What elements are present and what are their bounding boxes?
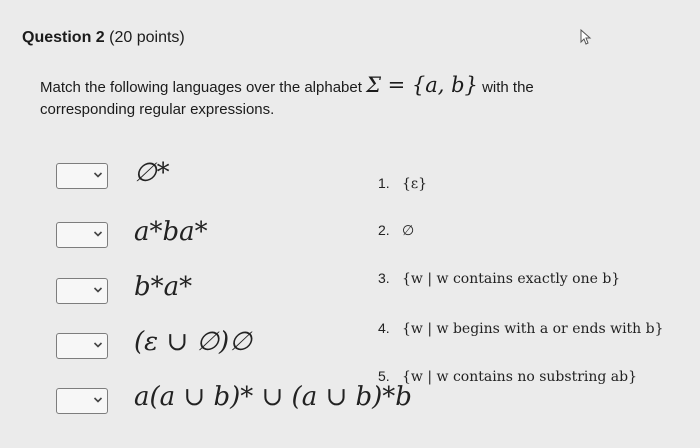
match-select-3[interactable] [56, 278, 108, 304]
option-number: 5. [378, 368, 390, 384]
match-select-5[interactable] [56, 388, 108, 414]
regex-item-2: a*ba* [134, 217, 208, 247]
mouse-cursor-icon [579, 29, 593, 45]
option-number: 4. [378, 320, 390, 336]
language-option-5 [378, 368, 637, 385]
option-text: {w | w begins with a or ends with b} [402, 321, 664, 337]
instructions [40, 74, 640, 121]
language-option-4 [378, 320, 664, 337]
chevron-down-icon [93, 340, 103, 350]
match-select-1[interactable] [56, 163, 108, 189]
option-number: 2. [378, 222, 390, 238]
regex-item-1: ∅* [134, 158, 170, 188]
language-option-1 [378, 175, 427, 192]
chevron-down-icon [93, 285, 103, 295]
regex-item-4: (ε ∪ ∅)∅ [134, 327, 252, 357]
chevron-down-icon [93, 170, 103, 180]
option-text: ∅ [402, 223, 415, 239]
option-text: {w | w contains no substring ab} [402, 369, 638, 385]
match-select-2[interactable] [56, 222, 108, 248]
instructions-text: Match the following languages over the alphabet [40, 79, 362, 96]
alphabet-math: Σ = {a, b} [366, 73, 478, 97]
chevron-down-icon [93, 395, 103, 405]
option-text: {ε} [402, 176, 428, 192]
regex-item-3: b*a* [134, 272, 193, 302]
language-option-3 [378, 270, 620, 287]
regex-item-5: a(a ∪ b)* ∪ (a ∪ b)*b [134, 382, 412, 412]
option-number: 1. [378, 175, 390, 191]
question-number: Question 2 [22, 29, 105, 46]
question-title [22, 29, 185, 47]
option-text: {w | w contains exactly one b} [402, 271, 621, 287]
instructions-line2: corresponding regular expressions. [40, 101, 275, 118]
question-points: (20 points) [109, 29, 185, 46]
instructions-text-after: with the [482, 79, 534, 96]
option-number: 3. [378, 270, 390, 286]
chevron-down-icon [93, 229, 103, 239]
match-select-4[interactable] [56, 333, 108, 359]
language-option-2 [378, 222, 414, 239]
